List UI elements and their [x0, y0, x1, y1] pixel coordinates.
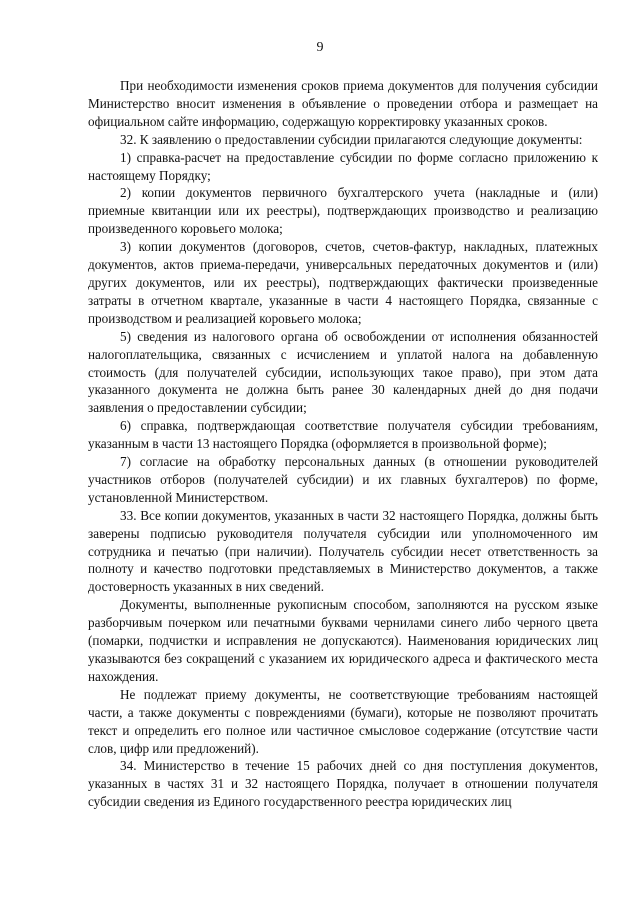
list-item-5: 5) сведения из налогового органа об освобождении от исполнения обязанностей налогоплательщика, связанных с исчислением и уплатой налога на добавленную стоимость (для получателей субсидии, использующих такое право), при этом дата указанного документа не должна быть ранее 30 календарных дней до дня подачи заявления о предоставлении субсидии; [88, 328, 598, 416]
list-item-2: 2) копии документов первичного бухгалтерского учета (накладные и (или) приемные квитанции или их реестры), подтверждающих производство и реализацию произведенного коровьего молока; [88, 185, 598, 237]
document-body [88, 77, 598, 811]
list-item-3: 3) копии документов (договоров, счетов, счетов-фактур, накладных, платежных документов, актов приема-передачи, универсальных передаточных документов и (или) других документов, или их реестры), подтверждающих фактически произведенные затраты в отчетном квартале, указанные в части 4 настоящего Порядка, связанные с производством и реализацией коровьего молока; [88, 239, 598, 326]
list-item-7: 7) согласие на обработку персональных данных (в отношении руководителей участников отборов (получателей субсидии) и их главных бухгалтеров) по форме, установленной Министерством. [88, 454, 598, 505]
paragraph-section-32: 32. К заявлению о предоставлении субсидии прилагаются следующие документы: [120, 131, 583, 147]
paragraph-handwritten-docs: Документы, выполненные рукописным способом, заполняются на русском языке разборчивым почерком или печатными буквами чернилами синего либо черного цвета (помарки, подчистки и исправления не допускаются). Наименования юридических лиц указываются без сокращений с указанием их юридического адреса и фактического места нахождения. [88, 597, 598, 684]
paragraph-section-34: 34. Министерство в течение 15 рабочих дней со дня поступления документов, указанных в частях 31 и 32 настоящего Порядка, получает в отношении получателя субсидии сведения из Единого государственного реестра юридических лиц [88, 758, 598, 810]
paragraph-rejected-docs: Не подлежат приему документы, не соответствующие требованиям настоящей части, а также документы с повреждениями (бумаги), которые не позволяют прочитать текст и определить его полное или частичное смысловое содержание (отсутствие части слов, цифр или предложений). [88, 686, 598, 756]
paragraph-section-33: 33. Все копии документов, указанных в части 32 настоящего Порядка, должны быть заверены подписью руководителя получателя субсидии или уполномоченного им сотрудника и печатью (при наличии). Получатель субсидии несет ответственность за полноту и качество подготовки представляемых в Министерство документов, а также достоверность указанных в них сведений. [88, 507, 598, 595]
list-item-6: 6) справка, подтверждающая соответствие получателя субсидии требованиям, указанным в части 13 настоящего Порядка (оформляется в произвольной форме); [88, 418, 598, 452]
list-item-1: 1) справка-расчет на предоставление субсидии по форме согласно приложению к настоящему Порядку; [88, 149, 598, 183]
page-number: 9 [316, 40, 324, 55]
paragraph-deadline-change: При необходимости изменения сроков приема документов для получения субсидии Министерство вносит изменения в объявление о проведении отбора и размещает на официальном сайте информацию, содержащую корректировку указанных сроков. [88, 78, 598, 129]
